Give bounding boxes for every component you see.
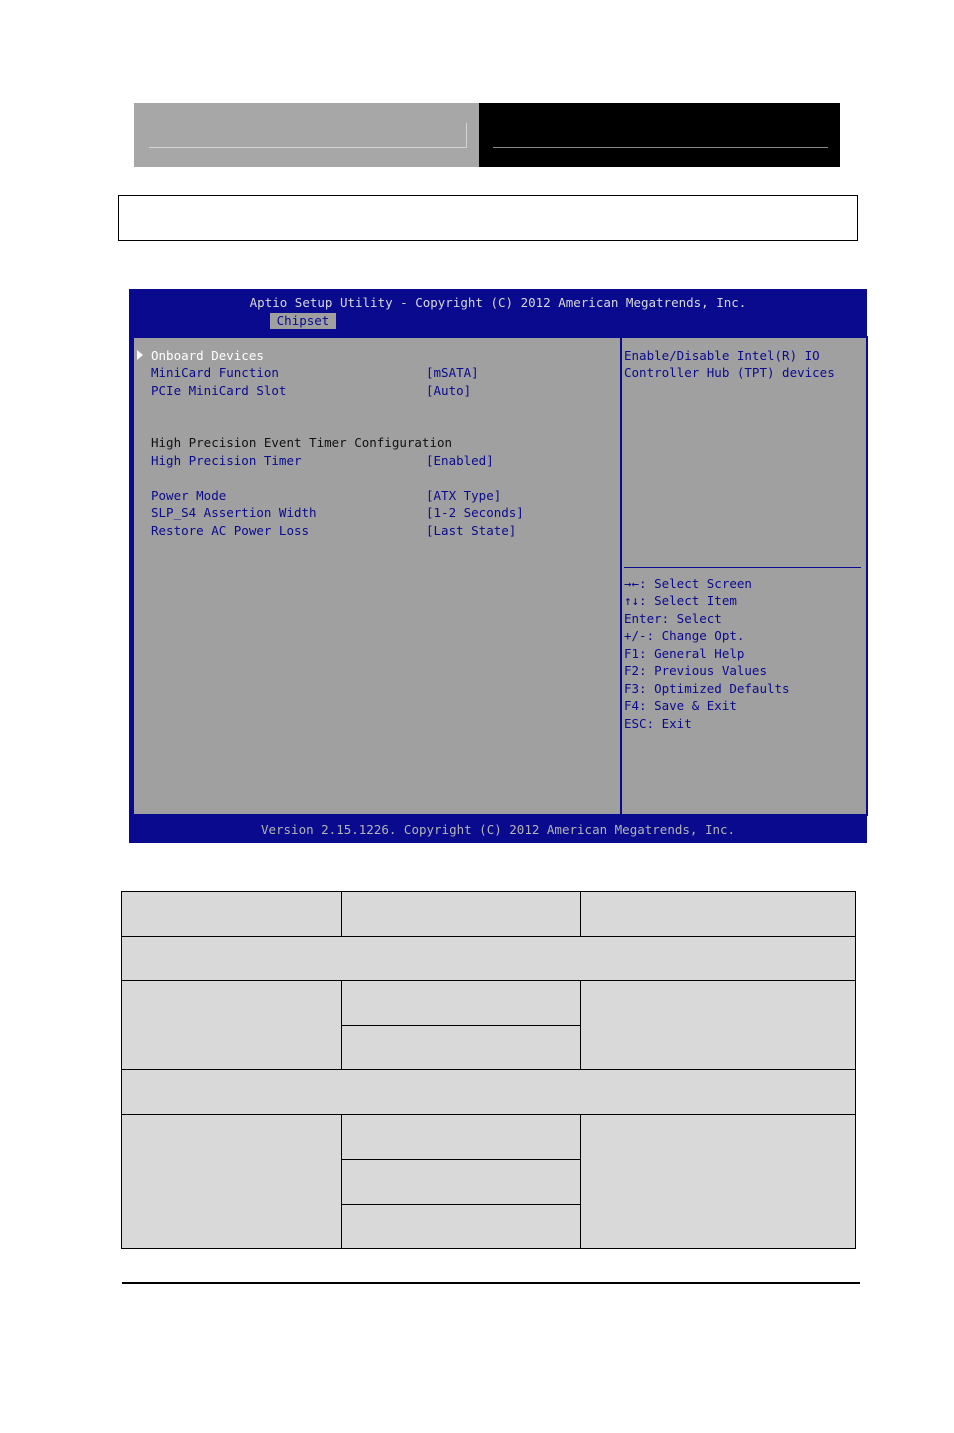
setting-restore-ac-value[interactable]: [Last State] [426,523,517,538]
section-title-box [118,195,858,241]
header-banner-right [479,103,840,167]
setting-power-mode-value[interactable]: [ATX Type] [426,488,502,503]
bios-main-panel [132,336,868,816]
setting-restore-ac-label[interactable]: Restore AC Power Loss [151,523,310,538]
setting-high-precision-timer-value[interactable]: [Enabled] [426,453,494,468]
table-header-cell [121,891,342,937]
key-hint-esc: ESC: Exit [624,716,692,731]
table-cell [341,1025,581,1070]
help-text-line: Enable/Disable Intel(R) IO [624,348,820,363]
setting-slp-s4-value[interactable]: [1-2 Seconds] [426,505,524,520]
table-cell [341,1204,581,1249]
setting-slp-s4-label[interactable]: SLP_S4 Assertion Width [151,505,317,520]
key-hint-select-screen: →←: Select Screen [624,576,752,591]
table-header-cell [580,891,856,937]
panel-divider-horizontal [624,567,861,568]
table-cell [341,1114,581,1160]
setting-pcie-minicard-slot-value[interactable]: [Auto] [426,383,472,398]
footer-rule [122,1282,860,1284]
panel-divider-vertical [620,338,622,814]
key-hint-f2: F2: Previous Values [624,663,767,678]
table-cell [121,980,342,1070]
key-hint-enter: Enter: Select [624,611,722,626]
banner-rule [149,147,467,148]
key-hint-change-opt: +/-: Change Opt. [624,628,745,643]
tab-chipset[interactable]: Chipset [270,313,336,329]
table-cell [341,980,581,1026]
banner-rule [493,147,828,148]
banner-tick [466,123,467,148]
table-cell [580,980,856,1070]
key-hint-select-item: ↑↓: Select Item [624,593,737,608]
setting-pcie-minicard-slot-label[interactable]: PCIe MiniCard Slot [151,383,287,398]
table-cell [121,1114,342,1249]
bios-header-title: Aptio Setup Utility - Copyright (C) 2012 American Megatrends, Inc. [249,295,747,310]
setting-minicard-function-label[interactable]: MiniCard Function [151,365,279,380]
table-section-row [121,1069,856,1115]
help-text-line: Controller Hub (TPT) devices [624,365,835,380]
setting-power-mode-label[interactable]: Power Mode [151,488,227,503]
header-banner-left [134,103,479,167]
table-header-cell [341,891,581,937]
setting-high-precision-timer-label[interactable]: High Precision Timer [151,453,302,468]
hpet-section-heading: High Precision Event Timer Configuration [151,435,453,450]
table-section-row [121,936,856,981]
menu-item-onboard-devices[interactable]: Onboard Devices [151,348,264,363]
bios-footer-version: Version 2.15.1226. Copyright (C) 2012 American Megatrends, Inc. [260,822,736,837]
key-hint-f4: F4: Save & Exit [624,698,737,713]
bios-screen [129,289,867,843]
key-hint-f1: F1: General Help [624,646,745,661]
setting-minicard-function-value[interactable]: [mSATA] [426,365,479,380]
submenu-arrow-icon [137,350,143,360]
table-cell [580,1114,856,1249]
key-hint-f3: F3: Optimized Defaults [624,681,790,696]
table-cell [341,1159,581,1205]
